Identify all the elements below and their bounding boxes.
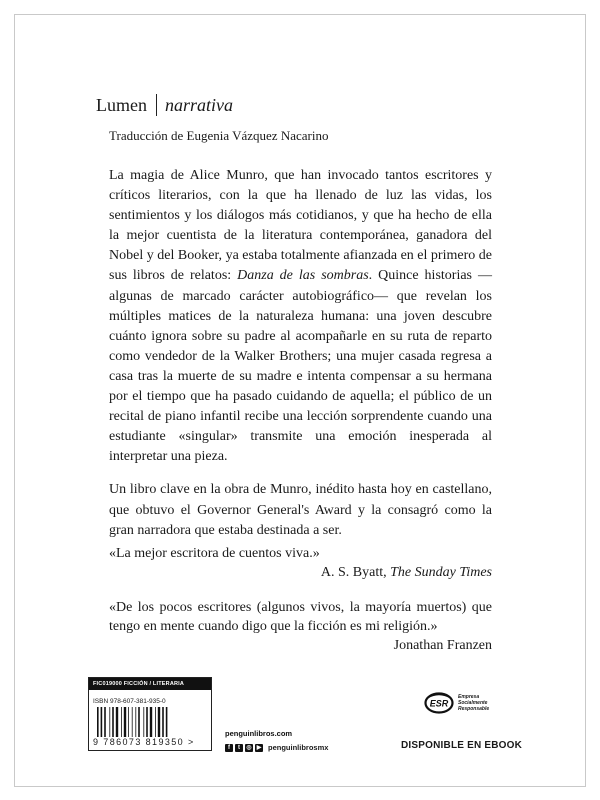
esr-badge: [424, 692, 489, 714]
barcode-bar: [135, 707, 136, 737]
ebook-availability: DISPONIBLE EN EBOOK: [401, 740, 523, 751]
barcode-bar: [109, 707, 110, 737]
barcode-bar: [104, 707, 106, 737]
synopsis: [109, 166, 492, 554]
barcode-digits: 9 786073 819350 >: [93, 737, 195, 747]
barcode-bar: [146, 707, 148, 737]
review-quote-2: [109, 598, 492, 655]
collection-name: narrativa: [165, 94, 234, 115]
imprint-logo: [96, 94, 233, 116]
brand-separator: [156, 94, 157, 116]
synopsis-paragraph-2: Un libro clave en la obra de Munro, inédito hasta hoy en castellano, que obtuvo el Governor General's Award y la consagró como la gran narradora que estaba destinada a ser.: [109, 482, 492, 538]
review-quote-1: [109, 544, 492, 582]
youtube-icon[interactable]: ▶: [256, 745, 262, 751]
barcode-bar: [155, 707, 156, 737]
bisac-category: FIC019000 FICCIÓN / LITERARIA: [89, 678, 211, 690]
svg-text:ESR: ESR: [429, 698, 449, 709]
barcode-bar: [158, 707, 160, 737]
translator-credit: Traducción de Eugenia Vázquez Nacarino: [109, 128, 329, 143]
barcode-bar: [150, 707, 152, 737]
book-title: Danza de las sombras: [237, 268, 369, 284]
barcode-bar: [162, 707, 164, 737]
barcode-bar: [116, 707, 118, 737]
barcode-bar: [132, 707, 133, 737]
quote-attribution: Jonathan Franzen: [393, 638, 492, 653]
esr-logo-icon: [424, 692, 454, 714]
barcode-bar: [97, 707, 99, 737]
twitter-icon[interactable]: t: [235, 744, 243, 752]
brand-name: Lumen: [96, 94, 147, 115]
barcode-bar: [124, 707, 126, 737]
social-handle: penguinlibrosmx: [268, 743, 329, 752]
barcode-bar: [128, 707, 129, 737]
quote-text: «De los pocos escritores (algunos vivos, la mayoría muertos) que tengo en mente cuando digo que la ficción es mi religión.»: [109, 600, 492, 634]
synopsis-paragraph-1: La magia de Alice Munro, que han invocado tantos escritores y críticos literarios, con la que ha llenado de luz las vidas, los sentimientos y los diálogos más cotidianos, y que ha hecho de ella la mejor cuentista de la literatura contemporánea, ganadora del Nobel y del Booker, ya estaba totalmente afianzada en el primero de sus libros de relatos: Danza de las sombras. Quince historias —algunas de marcado carácter autobiográfico— que revelan los múltiples matices de la naturaleza humana: una joven descubre cuánto ignora sobre su padre al acompañarle en su ruta de reparto como vendedor de la Walker Brothers; una mujer casada regresa a casa tras la muerte de su madre e intenta compensar a su hermana por el tiempo que ha pasado cuidando de aquella; el público de un recital de piano infantil recibe una lección sorprendente cuando una estudiante «singular» transmite una emoción inesperada al interpretar una pieza.: [109, 168, 492, 465]
barcode-block: [88, 677, 212, 751]
barcode-bar: [138, 707, 140, 737]
instagram-icon[interactable]: ◎: [246, 745, 252, 751]
quote-attribution: A. S. Byatt, The Sunday Times: [320, 565, 492, 580]
barcode-bar: [166, 707, 168, 737]
barcode-bars: [94, 707, 206, 737]
social-links: [225, 743, 328, 752]
esr-label: Empresa Socialmente Responsable: [458, 694, 490, 712]
barcode-bar: [121, 707, 122, 737]
quote-text: «La mejor escritora de cuentos viva.»: [109, 546, 320, 561]
barcode-bar: [112, 707, 114, 737]
website[interactable]: penguinlibros.com: [225, 729, 293, 738]
facebook-icon[interactable]: f: [225, 744, 233, 752]
barcode-bar: [143, 707, 144, 737]
barcode-bar: [101, 707, 103, 737]
isbn-label: ISBN 978-607-381-935-0: [93, 698, 166, 705]
